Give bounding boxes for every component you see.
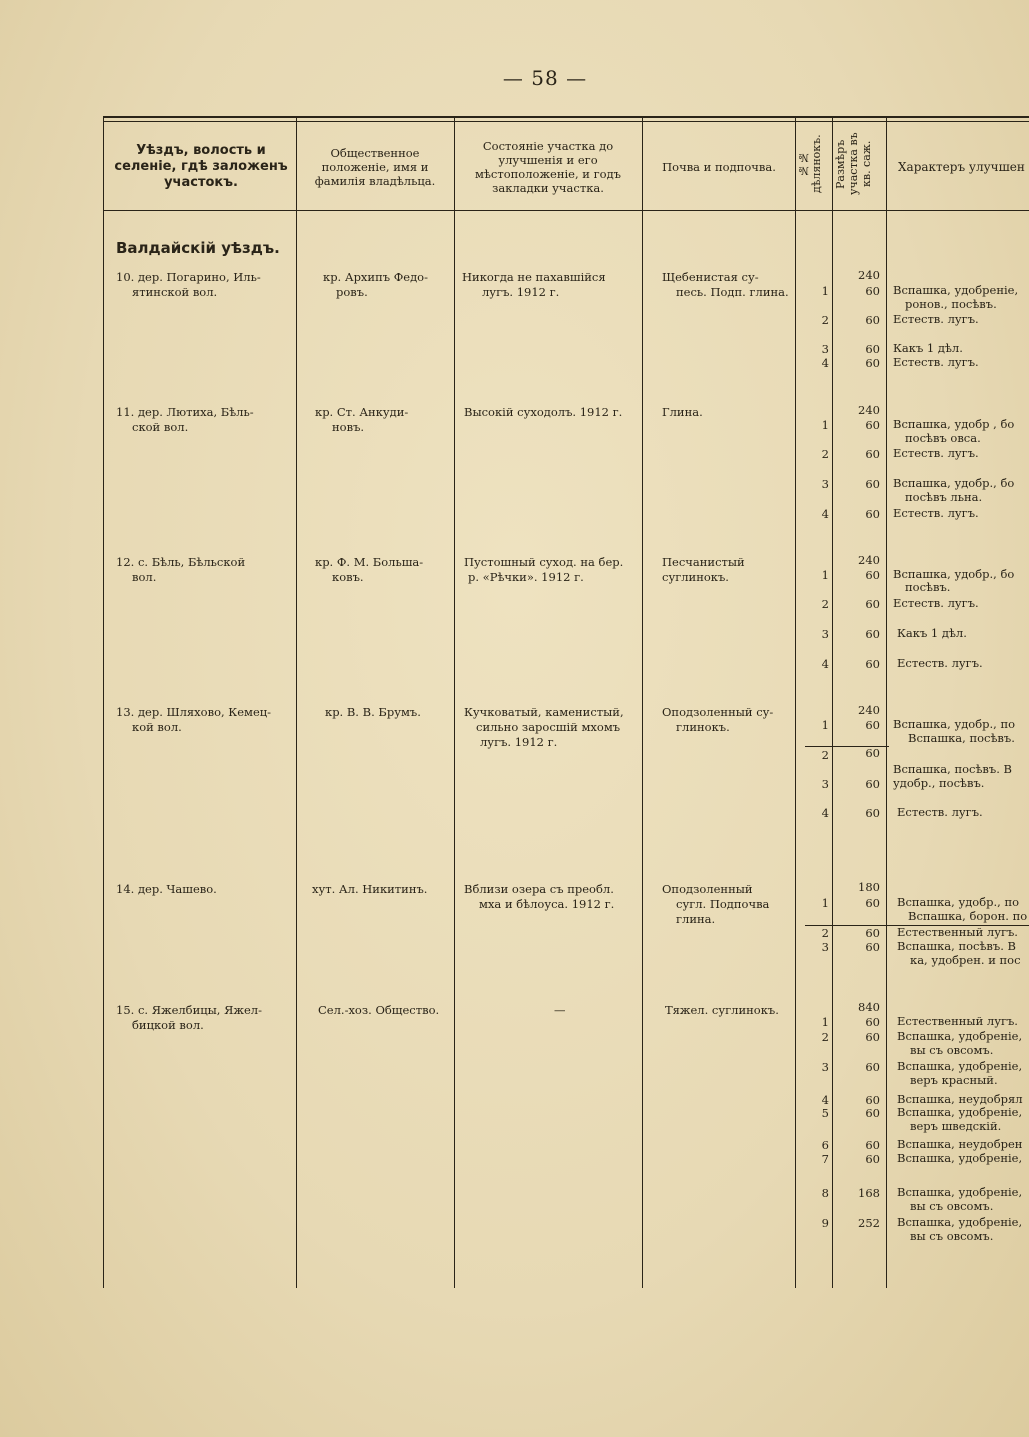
plot-area: 60 [865,1060,880,1074]
improvement-text: Естеств. лугъ. [893,312,979,326]
plot-number: 2 [821,597,829,611]
plot-number: 1 [821,718,829,732]
improvement-text: Вспашка, неудобрял [897,1092,1023,1106]
plot-number: 2 [821,1030,829,1044]
improvement-text: Вспашка, удобр., по [897,895,1020,909]
improvement-text: Естественный лугъ. [897,1014,1018,1028]
header-soil: Почва и подпочва. [662,160,776,174]
improvement-text: Какъ 1 дѣл. [893,341,963,355]
plot-area: 60 [865,746,880,760]
condition-line: лугъ. 1912 г. [480,735,558,749]
register-table [103,116,1029,1288]
improvement-text: веръ красный. [910,1073,998,1087]
improvement-text: Вспашка, посѣвъ. В [893,762,1012,776]
location-line: 12. с. Бѣль, Бѣльской [116,555,246,569]
plot-number: 4 [821,507,829,521]
plot-area: 60 [865,896,880,910]
improvement-text: ронов., посѣвъ. [905,297,997,311]
plot-number: 3 [821,1060,829,1074]
plot-number: 1 [821,568,829,582]
column-rule [103,118,104,1288]
improvement-text: Естеств. лугъ. [893,446,979,460]
plot-area: 60 [865,507,880,521]
plot-number: 4 [821,356,829,370]
plot-number: 3 [821,627,829,641]
column-rule [795,118,796,1288]
column-rule [832,118,833,1288]
plot-area: 60 [865,1093,880,1107]
condition-line: Никогда не пахавшійся [462,270,606,284]
location-line: 15. с. Яжелбицы, Яжел- [116,1003,262,1017]
plot-number: 3 [821,477,829,491]
improvement-text: веръ шведскій. [910,1119,1002,1133]
improvement-text: удобр., посѣвъ. [893,776,985,790]
column-rule [454,118,455,1288]
improvement-text: Вспашка, удобр., бо [893,476,1015,490]
location-line: ятинской вол. [132,285,218,299]
location-line: 14. дер. Чашево. [116,882,217,896]
plot-number: 3 [821,940,829,954]
total-area: 240 [858,268,880,282]
improvement-text: Вспашка, удобреніе, [897,1215,1023,1229]
condition-line: — [554,1003,566,1017]
owner-line: новъ. [332,420,365,434]
plot-number: 3 [821,342,829,356]
plot-number: 3 [821,777,829,791]
soil-line: Оподзоленный [662,882,753,896]
improvement-text: Естеств. лугъ. [893,506,979,520]
plot-number: 1 [821,284,829,298]
location-line: 13. дер. Шляхово, Кемец- [116,705,272,719]
condition-line: Вблизи озера съ преобл. [464,882,614,896]
owner-line: кр. В. В. Брумъ. [325,705,421,719]
plot-area: 252 [858,1216,880,1230]
location-line: ской вол. [132,420,189,434]
improvement-text: Вспашка, удобр , бо [893,417,1015,431]
condition-line: р. «Рѣчки». 1912 г. [468,570,584,584]
improvement-text: вы съ овсомъ. [910,1199,994,1213]
plot-number: 4 [821,1093,829,1107]
soil-line: Оподзоленный су- [662,705,774,719]
column-rule [886,118,887,1288]
improvement-text: Вспашка, посѣвъ. [908,731,1015,745]
plot-area: 60 [865,284,880,298]
plot-area: 60 [865,657,880,671]
improvement-text: посѣвъ овса. [905,431,981,445]
improvement-text: вы съ овсомъ. [910,1229,994,1243]
plot-area: 60 [865,1138,880,1152]
header-rule [103,210,1029,211]
plot-area: 60 [865,447,880,461]
soil-line: Глина. [662,405,703,419]
plot-area: 60 [865,568,880,582]
owner-line: кр. Ст. Анкуди- [315,405,409,419]
soil-line: сугл. Подпочва [676,897,770,911]
plot-area: 60 [865,477,880,491]
header-area: Размѣръ участка въ кв. саж. [834,132,873,196]
improvement-text: Вспашка, удобр., по [893,717,1016,731]
improvement-text: Вспашка, удобреніе, [897,1029,1023,1043]
condition-line: Высокій суходолъ. 1912 г. [464,405,623,419]
plot-number: 6 [821,1138,829,1152]
improvement-text: вы съ овсомъ. [910,1043,994,1057]
improvement-text: посѣвъ. [905,580,951,594]
plot-number: 9 [821,1216,829,1230]
improvement-text: Вспашка, удобреніе, [897,1185,1023,1199]
plot-number: 2 [821,313,829,327]
plot-number: 4 [821,657,829,671]
improvement-text: Вспашка, удобреніе, [897,1151,1023,1165]
improvement-text: Какъ 1 дѣл. [897,626,967,640]
improvement-text: Вспашка, неудобрен [897,1137,1023,1151]
improvement-text: Естеств. лугъ. [897,805,983,819]
plot-area: 60 [865,806,880,820]
improvement-text: Вспашка, удобр., бо [893,567,1015,581]
condition-line: Пустошный сухoд. на бер. [464,555,624,569]
soil-line: песь. Подп. глина. [676,285,789,299]
total-area: 840 [858,1000,880,1014]
owner-line: ковъ. [332,570,364,584]
plot-area: 60 [865,718,880,732]
header-location: Уѣздъ, волость и селеніе, гдѣ заложенъ участокъ. [114,143,288,190]
plot-area: 60 [865,1152,880,1166]
plot-area: 60 [865,1030,880,1044]
condition-line: сильно заросшій мхомъ [476,720,621,734]
soil-line: Песчанистый [662,555,745,569]
owner-line: кр. Ф. М. Больша- [315,555,424,569]
header-condition: Состояніе участка до улучшенія и его мѣстоположеніе, и годъ заклaдки участка. [475,139,621,195]
soil-line: глина. [676,912,716,926]
plot-number: 1 [821,418,829,432]
location-line: бицкой вол. [132,1018,204,1032]
uezd-heading: Валдайскій уѣздъ. [116,239,280,257]
condition-line: Кучковатый, каменистый, [464,705,624,719]
header-owner: Общественное положеніе, имя и фамилія владѣльца. [314,146,436,188]
plot-area: 60 [865,1106,880,1120]
plot-area: 60 [865,926,880,940]
plot-number: 1 [821,1015,829,1029]
owner-line: хут. Ал. Никитинъ. [312,882,428,896]
improvement-text: Вспашка, удобреніе, [897,1105,1023,1119]
plot-area: 60 [865,356,880,370]
total-area: 240 [858,403,880,417]
plot-number: 2 [821,926,829,940]
plot-number: 5 [821,1106,829,1120]
condition-line: лугъ. 1912 г. [482,285,560,299]
location-line: 10. дер. Погарино, Иль- [116,270,261,284]
improvement-text: посѣвъ льна. [905,490,983,504]
plot-area: 60 [865,940,880,954]
location-line: 11. дер. Лютиха, Бѣль- [116,405,254,419]
header-plot-numbers: №№ дѣлянокъ. [797,134,823,194]
improvement-text: Вспашка, удобреніе, [893,283,1019,297]
soil-line: Щебенистая су- [662,270,759,284]
soil-line: Тяжел. суглинокъ. [665,1003,779,1017]
plot-area: 60 [865,1015,880,1029]
owner-line: ровъ. [336,285,368,299]
plot-area: 60 [865,418,880,432]
plot-number: 4 [821,806,829,820]
owner-line: Сел.-хоз. Общество. [318,1003,440,1017]
total-area: 180 [858,880,880,894]
column-rule [296,118,297,1288]
improvement-text: Естеств. лугъ. [893,355,979,369]
plot-number: 2 [821,447,829,461]
total-area: 240 [858,553,880,567]
total-area: 240 [858,703,880,717]
plot-area: 60 [865,342,880,356]
plot-number: 2 [821,748,829,762]
improvement-text: ка, удобрен. и пос [910,953,1021,967]
condition-line: мха и бѣлоуса. 1912 г. [479,897,615,911]
improvement-text: Вспашка, борон. по [908,909,1028,923]
plot-area: 168 [858,1186,880,1200]
column-rule [642,118,643,1288]
owner-line: кр. Архипъ Федо- [323,270,428,284]
plot-area: 60 [865,597,880,611]
plot-area: 60 [865,777,880,791]
improvement-text: Естественный лугъ. [897,925,1018,939]
plot-number: 1 [821,896,829,910]
improvement-text: Естеств. лугъ. [893,596,979,610]
plot-number: 8 [821,1186,829,1200]
page-number: — 58 — [502,66,588,90]
soil-line: суглинокъ. [662,570,729,584]
header-improvement: Характеръ улучшен [898,160,1025,174]
plot-area: 60 [865,313,880,327]
location-line: вол. [132,570,157,584]
soil-line: глинокъ. [676,720,730,734]
location-line: кой вол. [132,720,182,734]
improvement-text: Вспашка, удобреніе, [897,1059,1023,1073]
improvement-text: Естеств. лугъ. [897,656,983,670]
plot-number: 7 [821,1152,829,1166]
plot-area: 60 [865,627,880,641]
improvement-text: Вспашка, посѣвъ. В [897,939,1016,953]
